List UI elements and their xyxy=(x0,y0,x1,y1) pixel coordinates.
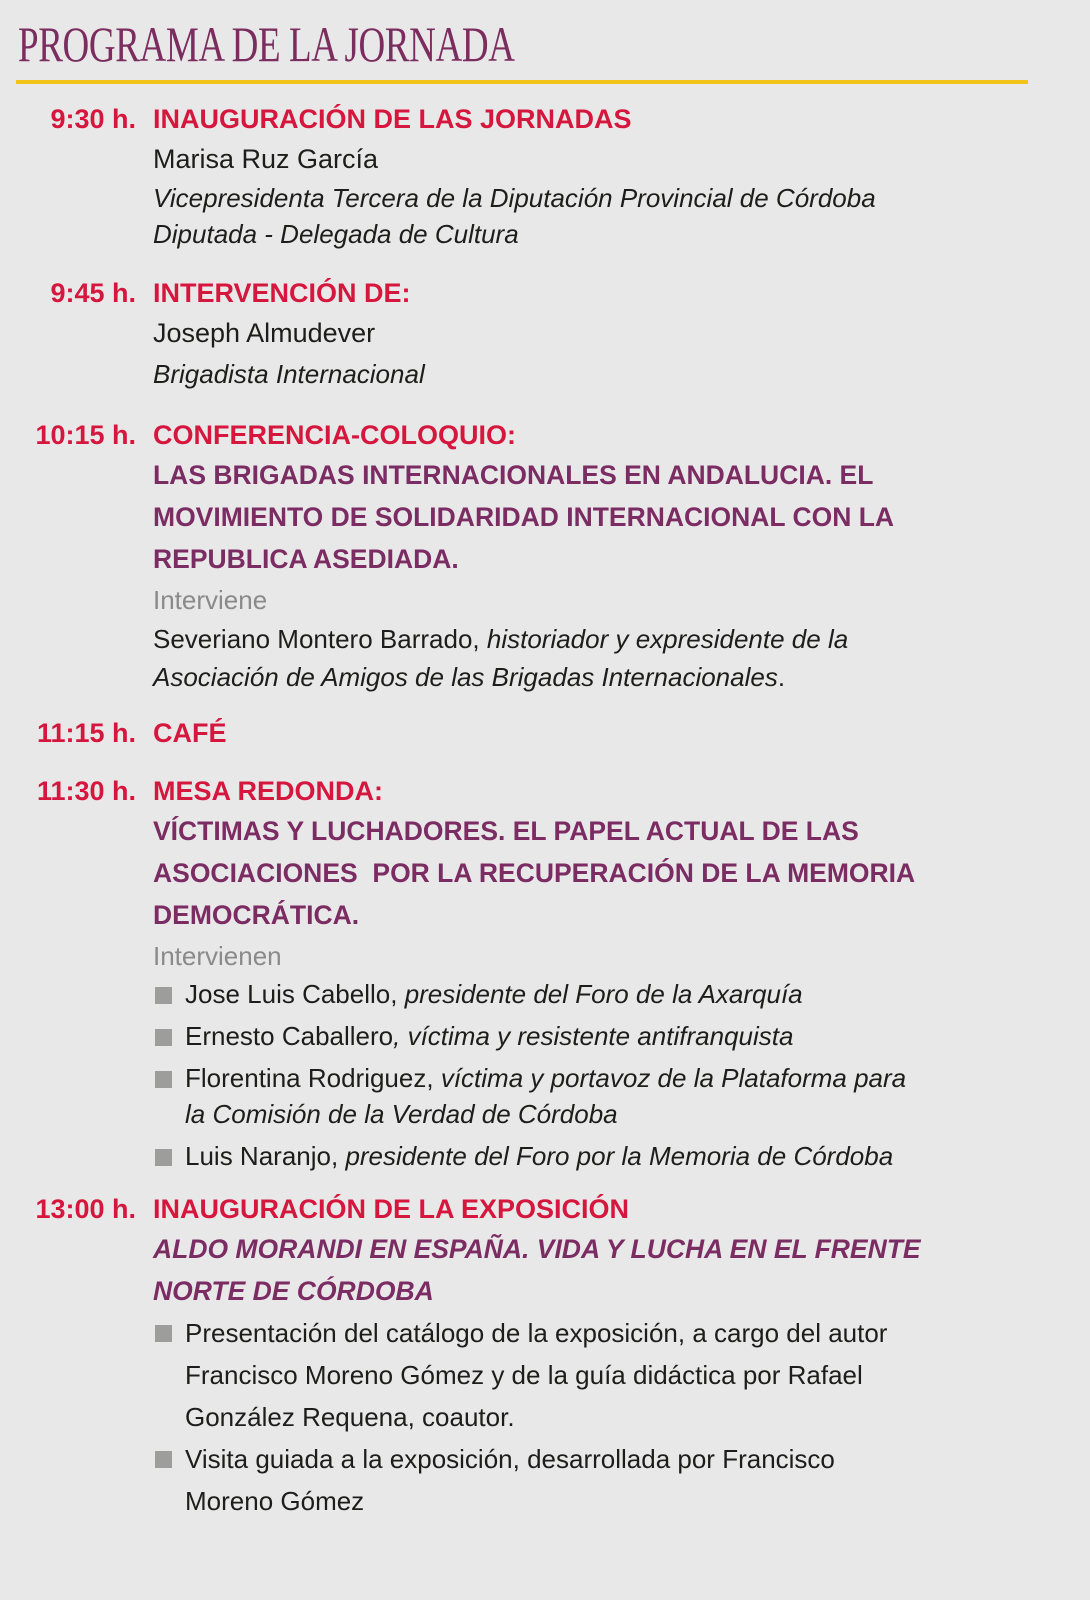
bullet-square-icon xyxy=(155,1325,172,1342)
speaker-list xyxy=(153,976,1043,1174)
event-exhibition xyxy=(0,1190,1090,1522)
event-time: 11:30 h. xyxy=(36,776,136,806)
event-subtitle: DEMOCRÁTICA. xyxy=(153,900,360,930)
event-time: 13:00 h. xyxy=(35,1194,136,1224)
event-subtitle: ALDO MORANDI EN ESPAÑA. VIDA Y LUCHA EN EL FRENTE xyxy=(153,1234,921,1264)
speaker-role: historiador y expresidente de la xyxy=(486,624,849,654)
bullet-square-icon xyxy=(155,1149,172,1166)
event-subtitle: MOVIMIENTO DE SOLIDARIDAD INTERNACIONAL CON LA xyxy=(153,502,895,532)
bullet-square-icon xyxy=(155,1029,172,1046)
speakers-label: Interviene xyxy=(153,585,268,615)
list-item xyxy=(153,1060,1043,1132)
list-item xyxy=(153,1138,1043,1174)
activity-text: Francisco Moreno Gómez y de la guía didáctica por Rafael xyxy=(185,1360,863,1390)
event-time: 10:15 h. xyxy=(35,420,136,450)
event-heading: CAFÉ xyxy=(153,718,227,748)
event-round-table xyxy=(0,772,1090,1174)
program-list xyxy=(0,100,1090,1522)
event-subtitle: REPUBLICA ASEDIADA. xyxy=(153,544,459,574)
list-item xyxy=(153,1312,1043,1438)
event-heading: INAUGURACIÓN DE LAS JORNADAS xyxy=(153,104,632,134)
bullet-square-icon xyxy=(155,1071,172,1088)
event-coffee xyxy=(0,714,1090,752)
event-heading: MESA REDONDA: xyxy=(153,776,384,806)
event-intervention xyxy=(0,274,1090,394)
speaker-role: , víctima y resistente antifranquista xyxy=(393,1021,794,1051)
speaker-role: presidente del Foro por la Memoria de Córdoba xyxy=(345,1141,894,1171)
event-time: 9:30 h. xyxy=(50,104,136,134)
event-subtitle: NORTE DE CÓRDOBA xyxy=(153,1276,434,1306)
separator: , xyxy=(330,1141,346,1171)
speaker-name: Joseph Almudever xyxy=(153,318,376,348)
speaker-entry: Severiano Montero Barrado, historiador y expresidente de la Asociación de Amigos de las Brigadas Internacionales. xyxy=(153,624,849,692)
page-title: PROGRAMA DE LA JORNADA xyxy=(18,16,515,72)
list-item xyxy=(153,976,1043,1012)
event-time: 11:15 h. xyxy=(36,718,136,748)
separator: , xyxy=(426,1063,441,1093)
activity-text: Visita guiada a la exposición, desarrollada por Francisco xyxy=(185,1444,835,1474)
speaker-role: Diputada - Delegada de Cultura xyxy=(153,219,519,249)
event-heading: INTERVENCIÓN DE: xyxy=(153,278,411,308)
speaker-name: Ernesto Caballero xyxy=(185,1021,394,1051)
title-underline xyxy=(16,80,1028,84)
activity-text: Presentación del catálogo de la exposición, a cargo del autor xyxy=(185,1318,888,1348)
bullet-square-icon xyxy=(155,987,172,1004)
speaker-name: Severiano Montero Barrado xyxy=(153,624,473,654)
speaker-name: Florentina Rodriguez xyxy=(185,1063,427,1093)
speaker-name: Luis Naranjo xyxy=(185,1141,331,1171)
speaker-role: Brigadista Internacional xyxy=(153,359,425,389)
event-heading: INAUGURACIÓN DE LA EXPOSICIÓN xyxy=(153,1194,630,1224)
separator: , xyxy=(390,979,405,1009)
activity-text: Moreno Gómez xyxy=(185,1486,365,1516)
speakers-label: Intervienen xyxy=(153,941,282,971)
activity-list xyxy=(153,1312,1043,1522)
speaker-role: Asociación de Amigos de las Brigadas Internacionales xyxy=(153,662,778,692)
list-item xyxy=(153,1018,1043,1054)
event-subtitle: VÍCTIMAS Y LUCHADORES. EL PAPEL ACTUAL DE LAS xyxy=(153,816,859,846)
event-subtitle: ASOCIACIONES POR LA RECUPERACIÓN DE LA MEMORIA xyxy=(153,858,916,888)
speaker-role: la Comisión de la Verdad de Córdoba xyxy=(185,1099,618,1129)
event-heading: CONFERENCIA-COLOQUIO: xyxy=(153,420,516,450)
speaker-role: víctima y portavoz de la Plataforma para xyxy=(440,1063,907,1093)
event-time: 9:45 h. xyxy=(50,278,136,308)
list-item xyxy=(153,1438,1043,1522)
event-subtitle: LAS BRIGADAS INTERNACIONALES EN ANDALUCIA. EL xyxy=(153,460,874,490)
speaker-role: Vicepresidenta Tercera de la Diputación Provincial de Córdoba xyxy=(153,183,876,213)
event-conference xyxy=(0,416,1090,696)
speaker-name: Jose Luis Cabello xyxy=(185,979,391,1009)
speaker-name: Marisa Ruz García xyxy=(153,144,379,174)
activity-text: González Requena, coautor. xyxy=(185,1402,515,1432)
speaker-role: presidente del Foro de la Axarquía xyxy=(404,979,803,1009)
bullet-square-icon xyxy=(155,1451,172,1468)
event-inauguration xyxy=(0,100,1090,252)
